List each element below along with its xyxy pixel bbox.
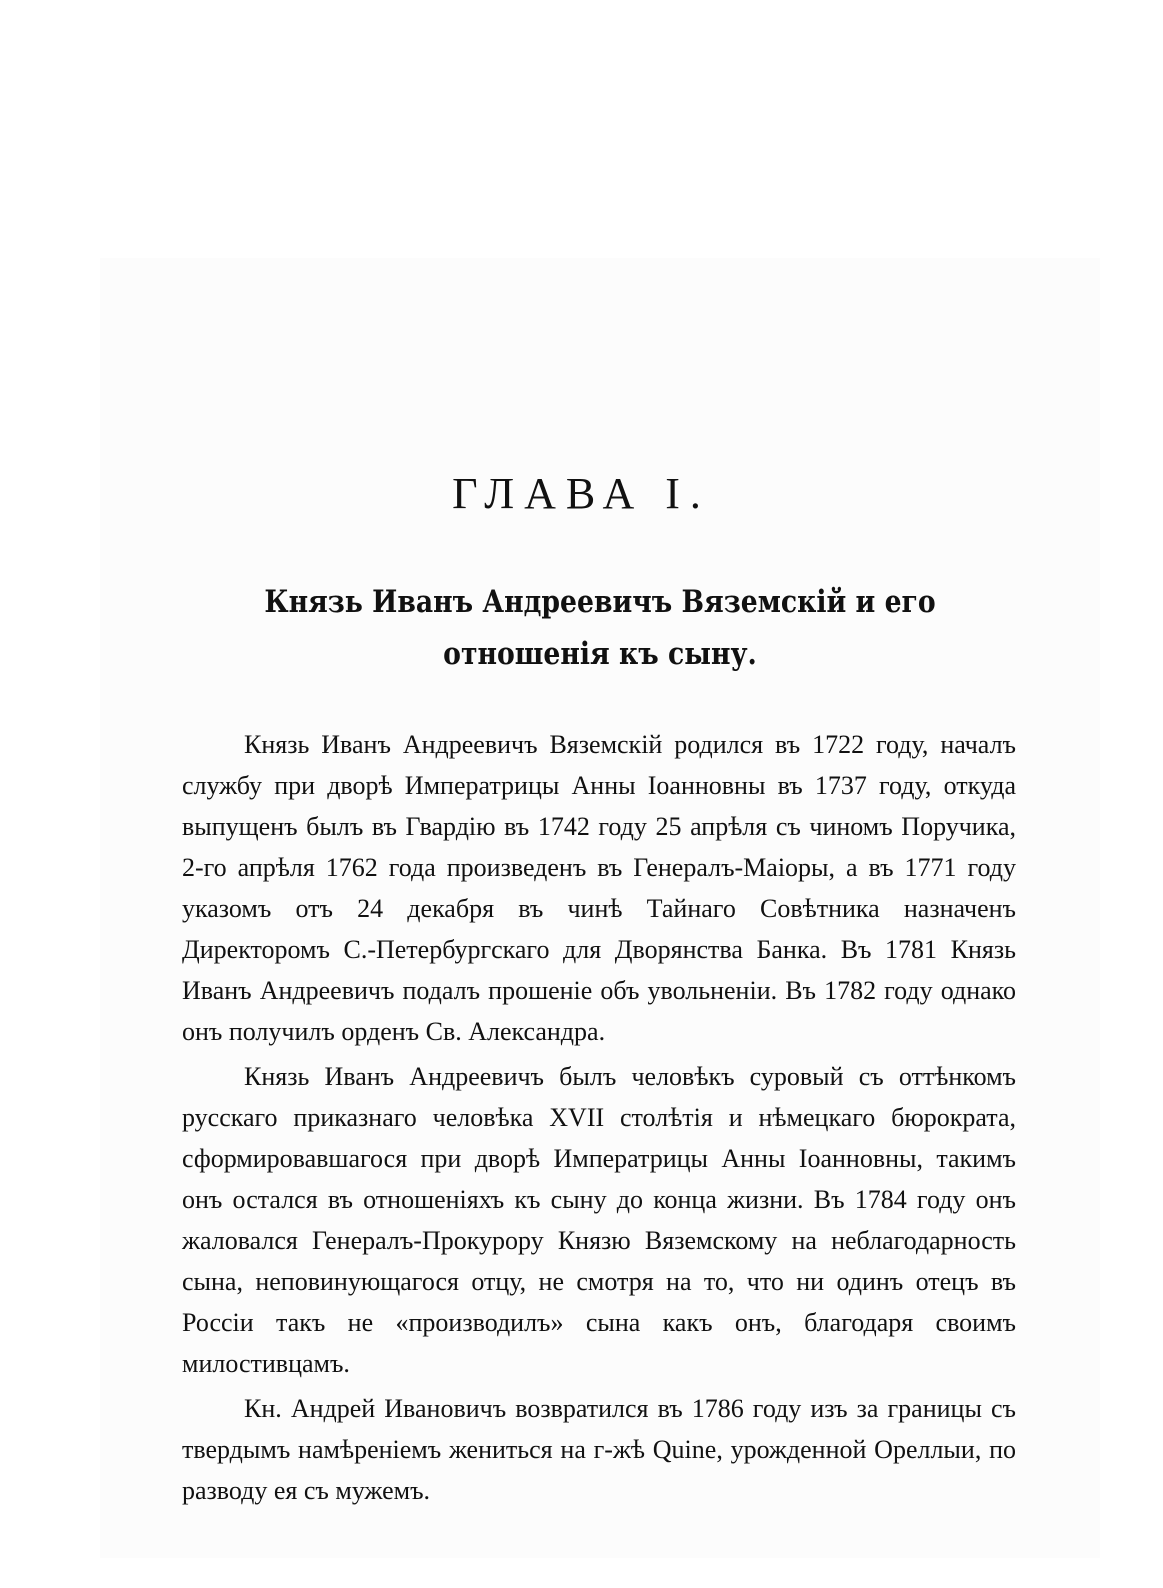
body-text <box>182 724 1016 1515</box>
chapter-heading: Князь Иванъ Андреевичъ Вяземскій и его отношенія къ сыну. <box>264 584 936 672</box>
paragraph-1: Князь Иванъ Андреевичъ Вяземскій родился въ 1722 году, началъ службу при дворѣ Императрицы Анны Іоанновны въ 1737 году, откуда выпущенъ былъ въ Гвардію въ 1742 году 25 апрѣля съ чиномъ Поручика, 2-го апрѣля 1762 года произведенъ въ Генералъ-Маіоры, а въ 1771 году указомъ отъ 24 декабря въ чинѣ Тайнаго Совѣтника назначенъ Директоромъ С.-Петербургскаго для Дворянства Банка. Въ 1781 Князь Иванъ Андреевичъ подалъ прошеніе объ увольненіи. Въ 1782 году однако онъ получилъ орденъ Св. Александра. <box>182 730 1016 1046</box>
paragraph-3: Кн. Андрей Ивановичъ возвратился въ 1786 году изъ за границы съ твердымъ намѣреніемъ жениться на г-жѣ Quine, урожденной Ореллыи, по разводу ея съ мужемъ. <box>182 1394 1016 1505</box>
paragraph-2: Князь Иванъ Андреевичъ былъ человѣкъ суровый съ оттѣнкомъ русскаго приказнаго человѣка XVII столѣтія и нѣмецкаго бюрократа, сформировавшагося при дворѣ Императрицы Анны Іоанновны, такимъ онъ остался въ отношеніяхъ къ сыну до конца жизни. Въ 1784 году онъ жаловался Генералъ-Прокурору Князю Вяземскому на неблагодарность сына, неповинующагося отцу, не смотря на то, что ни одинъ отецъ въ Россіи такъ не «производилъ» сына какъ онъ, благодаря своимъ милостивцамъ. <box>182 1062 1016 1378</box>
chapter-title: ГЛАВА I. <box>452 469 711 518</box>
